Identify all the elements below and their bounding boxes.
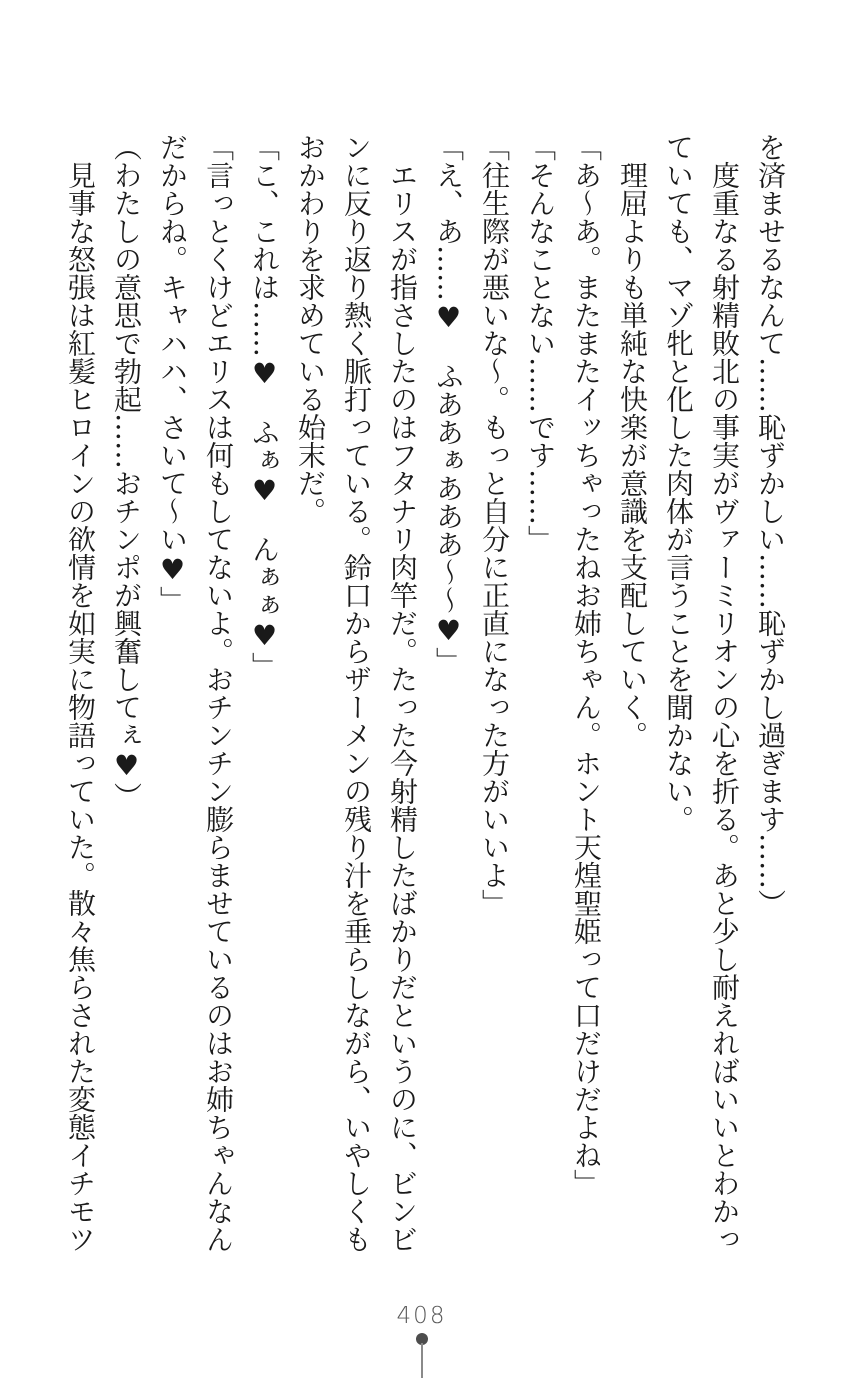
paragraph: 「こ、これは……♥ ふぁ♥ んぁぁ♥」: [248, 133, 281, 680]
paragraph: 理屈よりも単純な快楽が意識を支配していく。: [616, 161, 649, 749]
novel-text-block: [57, 133, 793, 1253]
page-number: 408: [396, 1303, 447, 1329]
paragraph: エリスが指さしたのはフタナリ肉竿だ。たった今射精したばかりだというのに、ビンビンに反り返り熱く脈打っている。鈴口からザーメンの残り汁を垂らしながら、いやしくもおかわりを求めている始末だ。: [294, 133, 419, 1253]
paragraph: 見事な怒張は紅髪ヒロインの欲情を如実に物語っていた。散々焦らされた変態イチモツ: [64, 161, 97, 1253]
paragraph: 「言っとくけどエリスは何もしてないよ。おチンチン膨らませているのはお姉ちゃんなんだからね。キャハハ、さいて〜い♥」: [156, 133, 235, 1253]
paragraph: 「え、あ……♥ ふああぁあああ〜〜♥」: [432, 133, 465, 675]
paragraph: 「あ〜あ。またまたイッちゃったねお姉ちゃん。ホント天煌聖姫って口だけだよね」: [570, 133, 603, 1197]
paragraph: 「往生際が悪いな〜。もっと自分に正直になった方がいいよ」: [478, 133, 511, 917]
paragraph: （わたしの意思で勃起……おチンポが興奮してぇ♥）: [110, 133, 143, 810]
paragraph: 度重なる射精敗北の事実がヴァーミリオンの心を折る。あと少し耐えればいいとわかっていても、マゾ牝と化した肉体が言うことを聞かない。: [662, 133, 741, 1253]
ornament-stem: [421, 1343, 423, 1378]
paragraph: 「そんなことない……です……」: [524, 133, 557, 553]
paragraph: を済ませるなんて……恥ずかしい……恥ずかし過ぎます……）: [754, 133, 787, 917]
